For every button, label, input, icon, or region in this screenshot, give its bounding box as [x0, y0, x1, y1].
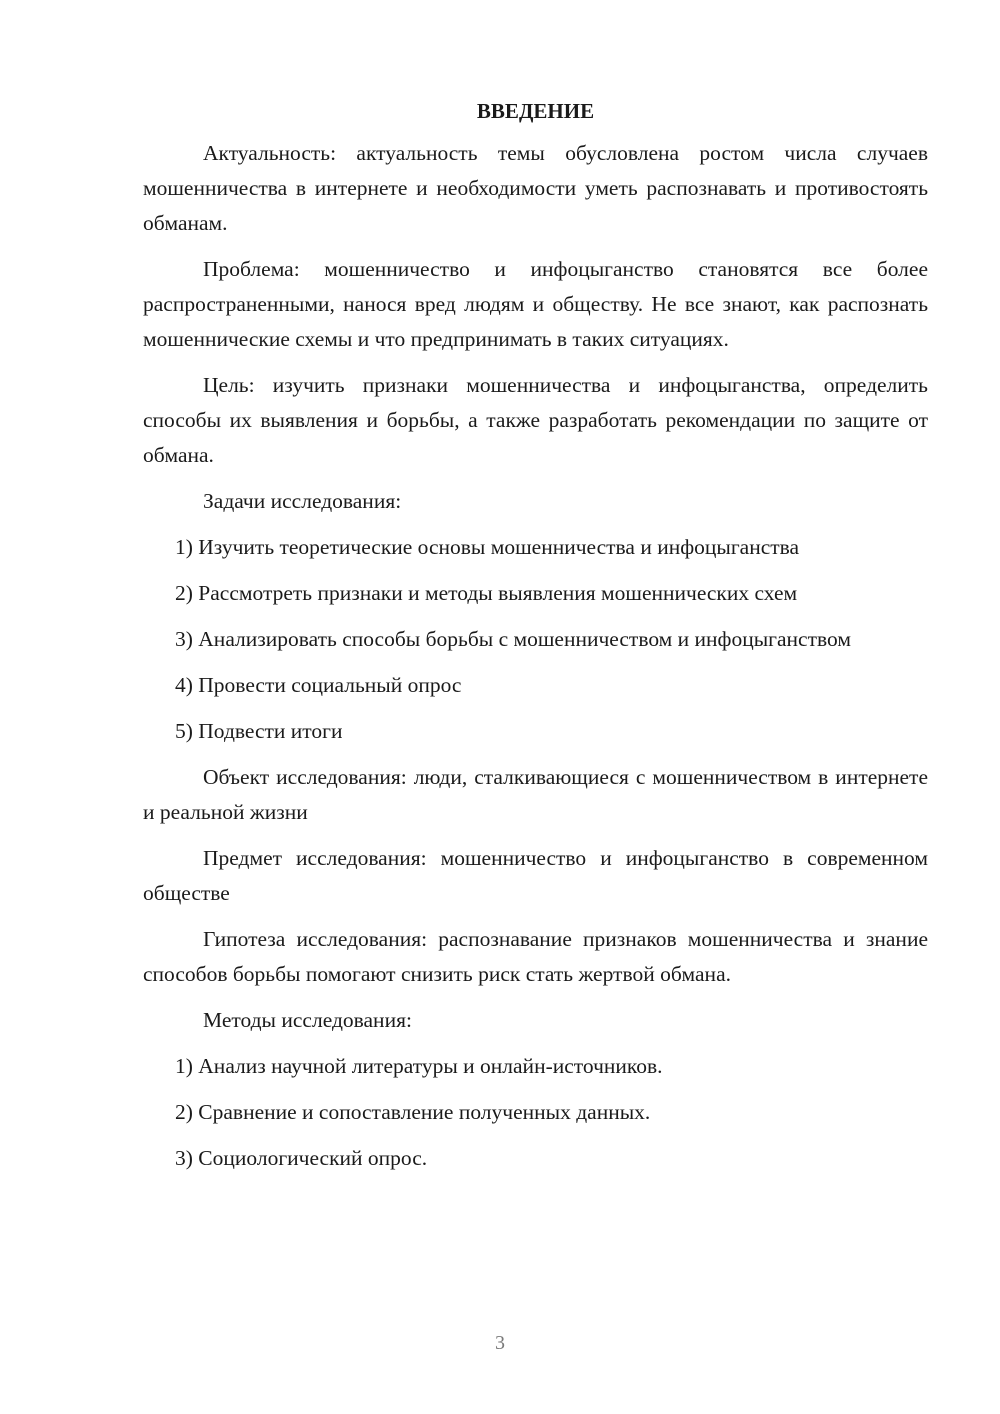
task-item: 2) Рассмотреть признаки и методы выявления мошеннических схем: [175, 581, 798, 605]
object-paragraph: Объект исследования: люди, сталкивающиеся с мошенничеством в интернете и реальной жизни: [143, 765, 928, 824]
goal-paragraph: Цель: изучить признаки мошенничества и инфоцыганства, определить способы их выявления и борьбы, а также разработать рекомендации по защите от обмана.: [143, 373, 928, 467]
hypothesis-paragraph: Гипотеза исследования: распознавание признаков мошенничества и знание способов борьбы помогают снизить риск стать жертвой обмана.: [143, 927, 928, 986]
task-item: 1) Изучить теоретические основы мошенничества и инфоцыганства: [175, 535, 800, 559]
document-page: [143, 96, 928, 1187]
relevance-paragraph: Актуальность: актуальность темы обусловлена ростом числа случаев мошенничества в интернете и необходимости уметь распознавать и противостоять обманам.: [143, 141, 928, 235]
section-heading: ВВЕДЕНИЕ: [476, 99, 595, 123]
task-item: 3) Анализировать способы борьбы с мошенничеством и инфоцыганством: [175, 627, 851, 651]
tasks-title: Задачи исследования:: [203, 489, 402, 513]
methods-title: Методы исследования:: [203, 1008, 412, 1032]
method-item: 1) Анализ научной литературы и онлайн-источников.: [175, 1054, 663, 1078]
task-item: 5) Подвести итоги: [175, 719, 343, 743]
subject-paragraph: Предмет исследования: мошенничество и инфоцыганство в современном обществе: [143, 846, 928, 905]
method-item: 2) Сравнение и сопоставление полученных данных.: [175, 1100, 651, 1124]
task-item: 4) Провести социальный опрос: [175, 673, 462, 697]
page-number: 3: [495, 1332, 505, 1354]
method-item: 3) Социологический опрос.: [175, 1146, 428, 1170]
problem-paragraph: Проблема: мошенничество и инфоцыганство становятся все более распространенными, нанося вред людям и обществу. Не все знают, как распознать мошеннические схемы и что предпринимать в таких ситуациях.: [143, 257, 928, 351]
